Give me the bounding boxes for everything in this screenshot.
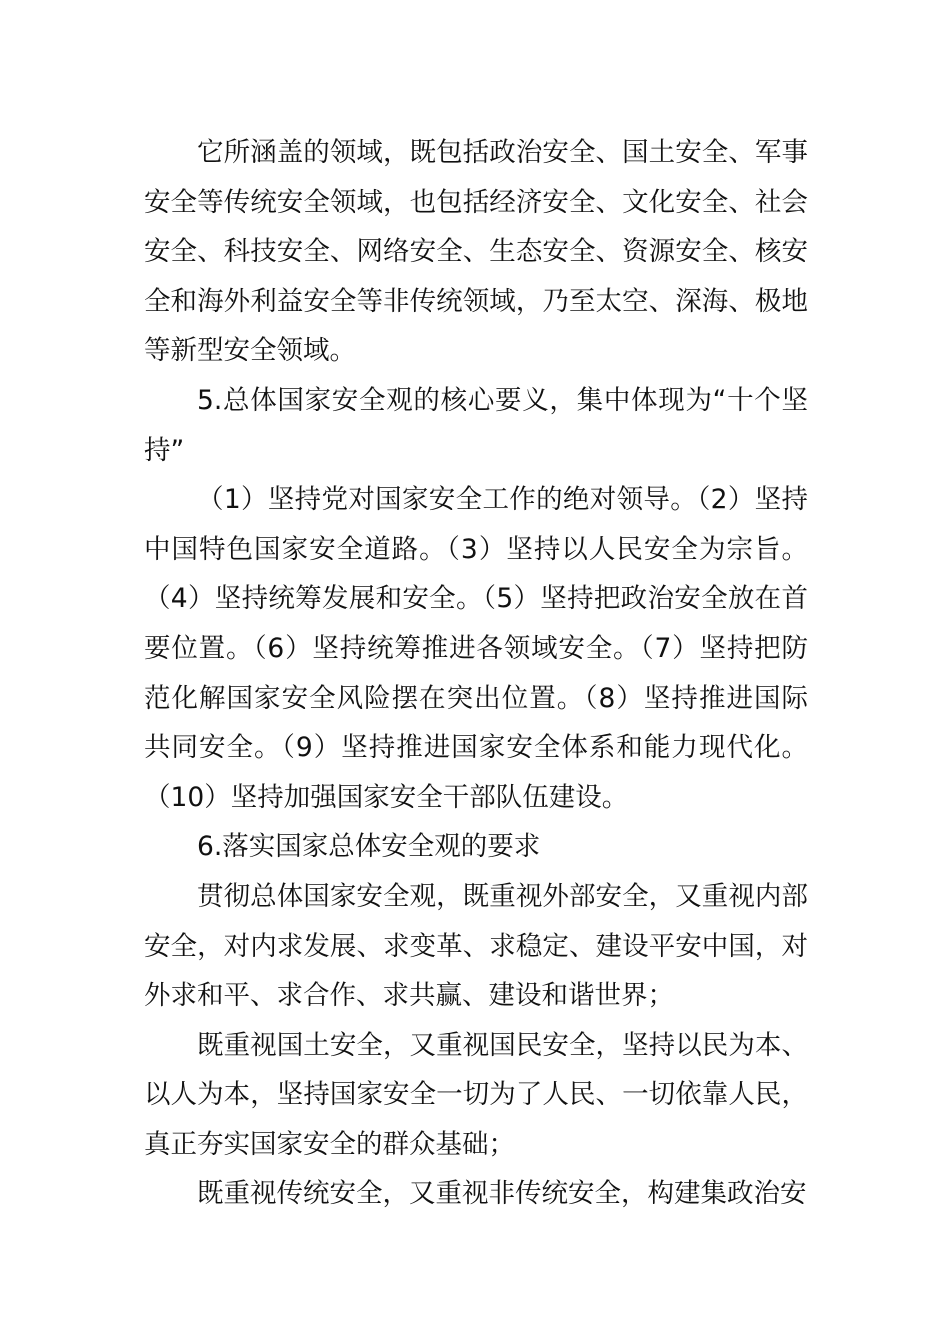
document-body	[144, 128, 808, 1219]
paragraph-external-internal-security: 贯彻总体国家安全观，既重视外部安全，又重视内部安全，对内求发展、求变革、求稳定、建设平安中国，对外求和平、求合作、求共赢、建设和谐世界；	[144, 880, 808, 1012]
paragraph-security-domains: 它所涵盖的领域，既包括政治安全、国土安全、军事安全等传统安全领域，也包括经济安全、文化安全、社会安全、科技安全、网络安全、生态安全、资源安全、核安全和海外利益安全等非传统领域，乃至太空、深海、极地等新型安全领域。	[144, 137, 808, 367]
paragraph-ten-persistences: （1）坚持党对国家安全工作的绝对领导。（2）坚持中国特色国家安全道路。（3）坚持以人民安全为宗旨。（4）坚持统筹发展和安全。（5）坚持把政治安全放在首要位置。（6）坚持统筹推进各领域安全。（7）坚持把防范化解国家安全风险摆在突出位置。（8）坚持推进国际共同安全。（9）坚持推进国家安全体系和能力现代化。（10）坚持加强国家安全干部队伍建设。	[144, 484, 808, 813]
section-heading-5: 5.总体国家安全观的核心要义，集中体现为“十个坚持”	[144, 384, 808, 466]
paragraph-territory-people-security: 既重视国土安全，又重视国民安全，坚持以民为本、以人为本，坚持国家安全一切为了人民、一切依靠人民，真正夯实国家安全的群众基础；	[144, 1029, 808, 1160]
section-heading-6: 6.落实国家总体安全观的要求	[197, 831, 541, 863]
paragraph-traditional-nontraditional-security: 既重视传统安全，又重视非传统安全，构建集政治安	[197, 1178, 807, 1210]
